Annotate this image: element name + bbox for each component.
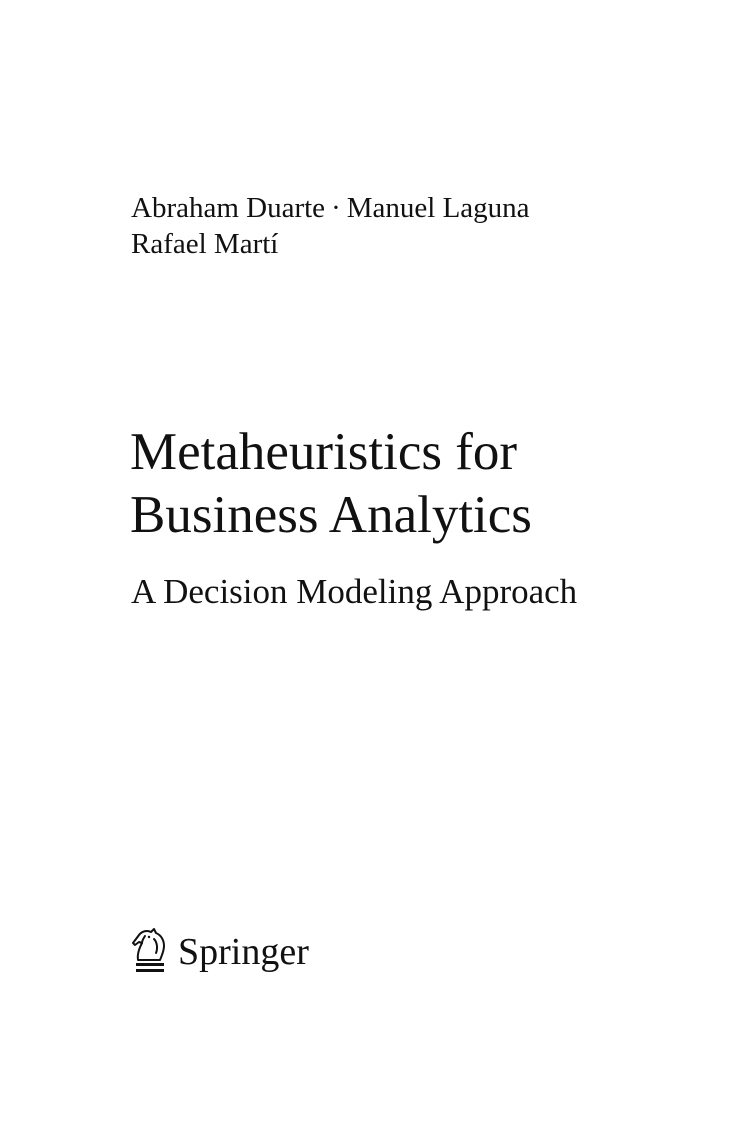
publisher-imprint xyxy=(130,926,309,974)
title-line-2: Business Analytics xyxy=(130,486,532,544)
book-subtitle: A Decision Modeling Approach xyxy=(131,572,578,611)
author-name: Abraham Duarte xyxy=(131,192,326,224)
springer-horse-logo-icon xyxy=(130,926,170,974)
author-separator: · xyxy=(331,192,341,224)
author-line-2 xyxy=(131,226,530,262)
author-line-1 xyxy=(131,190,530,226)
title-line-1: Metaheuristics for xyxy=(130,423,518,481)
author-name: Rafael Martí xyxy=(131,228,279,260)
publisher-name: Springer xyxy=(178,931,309,973)
book-title xyxy=(130,421,532,547)
author-name: Manuel Laguna xyxy=(346,192,530,224)
author-block xyxy=(131,190,530,262)
